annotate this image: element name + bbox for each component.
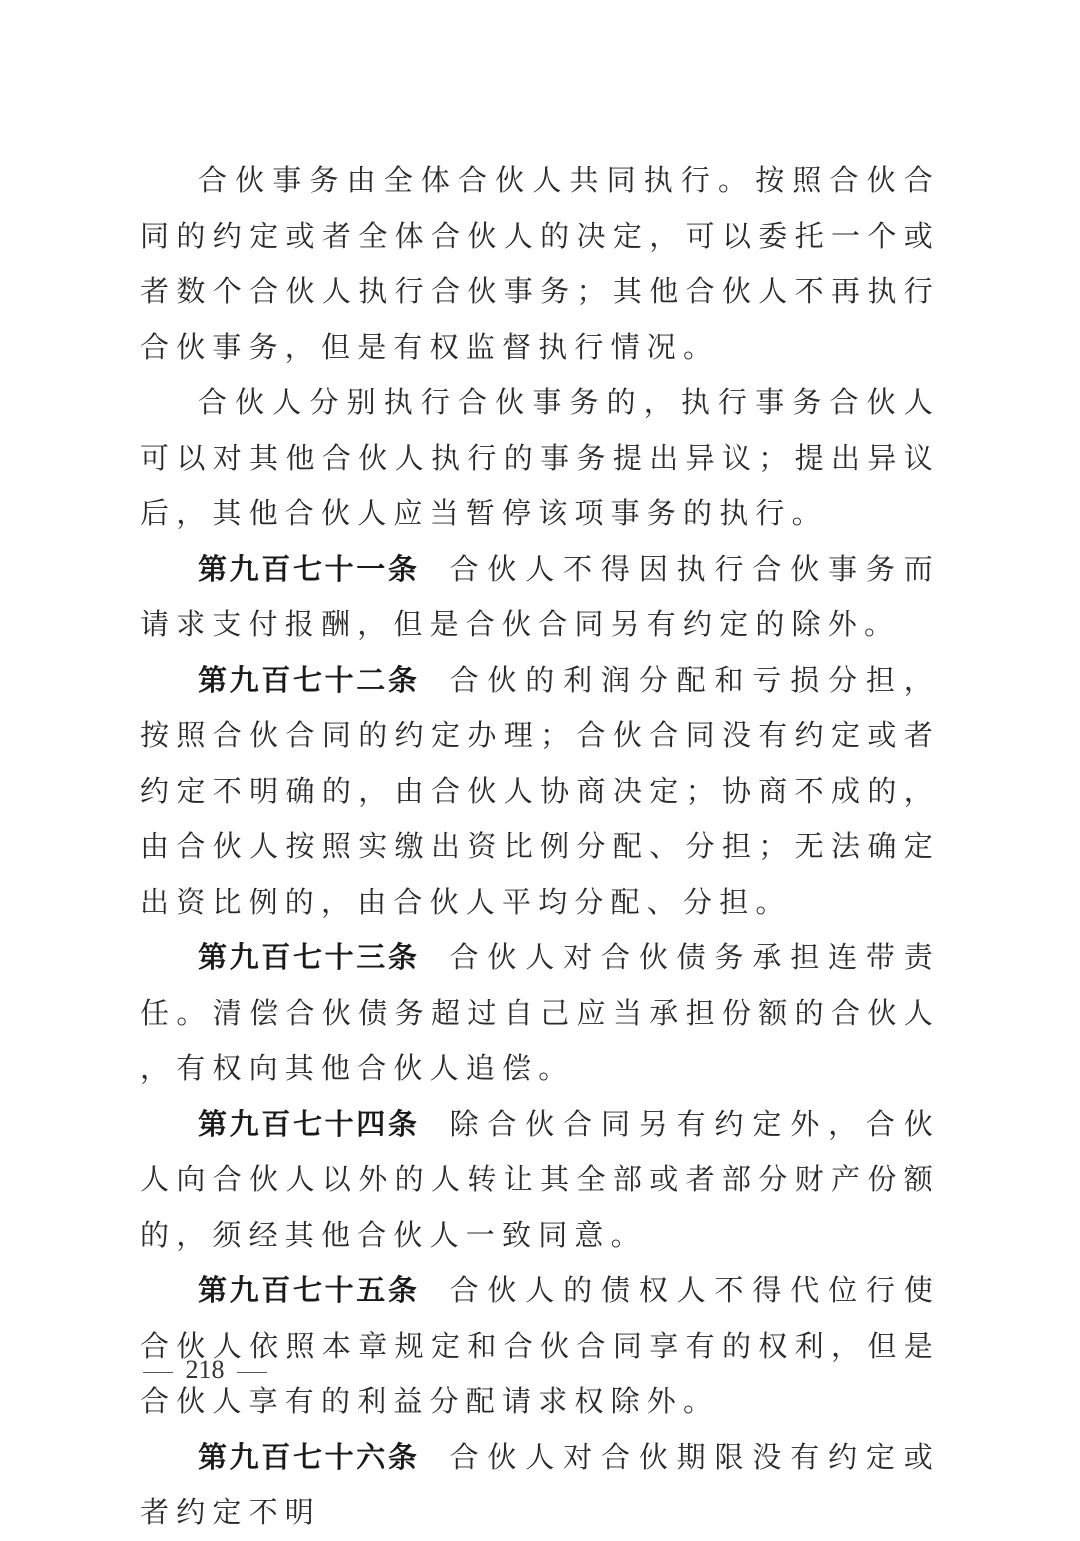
article-number: 第九百七十二条 xyxy=(198,662,420,697)
article-text: 除合伙合同另有约定外，合伙人向合伙人以外的人转让其全部或者部分财产份额的，须经其他合伙人一致同意。 xyxy=(140,1106,940,1252)
article-number: 第九百七十五条 xyxy=(198,1273,420,1307)
article-text: 合伙人的债权人不得代位行使合伙人依照本章规定和合伙合同享有的权利，但是合伙人享有的利益分配请求权除外。 xyxy=(140,1273,940,1418)
document-page xyxy=(140,153,940,1541)
article-975 xyxy=(140,1263,940,1430)
paragraph-text: 合伙人分别执行合伙事务的，执行事务合伙人可以对其他合伙人执行的事务提出异议；提出异议后，其他合伙人应当暂停该项事务的执行。 xyxy=(140,385,940,530)
article-971 xyxy=(140,542,940,653)
article-number: 第九百七十一条 xyxy=(198,551,420,586)
page-footer xyxy=(137,1355,273,1385)
paragraph-1 xyxy=(140,153,940,375)
article-number: 第九百七十六条 xyxy=(198,1439,420,1474)
footer-dash-left xyxy=(143,1372,173,1373)
paragraph-text: 合伙事务由全体合伙人共同执行。按照合伙合同的约定或者全体合伙人的决定，可以委托一个或者数个合伙人执行合伙事务；其他合伙人不再执行合伙事务，但是有权监督执行情况。 xyxy=(140,163,940,364)
article-974 xyxy=(140,1097,940,1264)
article-973 xyxy=(140,930,940,1097)
article-976 xyxy=(140,1430,940,1541)
article-text: 合伙人不得因执行合伙事务而请求支付报酬，但是合伙合同另有约定的除外。 xyxy=(140,551,940,641)
page-number: 218 xyxy=(185,1355,225,1384)
article-text: 合伙人对合伙期限没有约定或者约定不明 xyxy=(140,1439,940,1529)
paragraph-2 xyxy=(140,375,940,542)
article-972 xyxy=(140,653,940,931)
article-number: 第九百七十三条 xyxy=(198,940,420,974)
article-text: 合伙的利润分配和亏损分担，按照合伙合同的约定办理；合伙合同没有约定或者约定不明确的，由合伙人协商决定；协商不成的，由合伙人按照实缴出资比例分配、分担；无法确定出资比例的，由合伙人平均分配、分担。 xyxy=(140,662,940,919)
article-text: 合伙人对合伙债务承担连带责任。清偿合伙债务超过自己应当承担份额的合伙人，有权向其他合伙人追偿。 xyxy=(140,940,940,1085)
article-number: 第九百七十四条 xyxy=(198,1106,420,1141)
footer-dash-right xyxy=(237,1372,267,1373)
